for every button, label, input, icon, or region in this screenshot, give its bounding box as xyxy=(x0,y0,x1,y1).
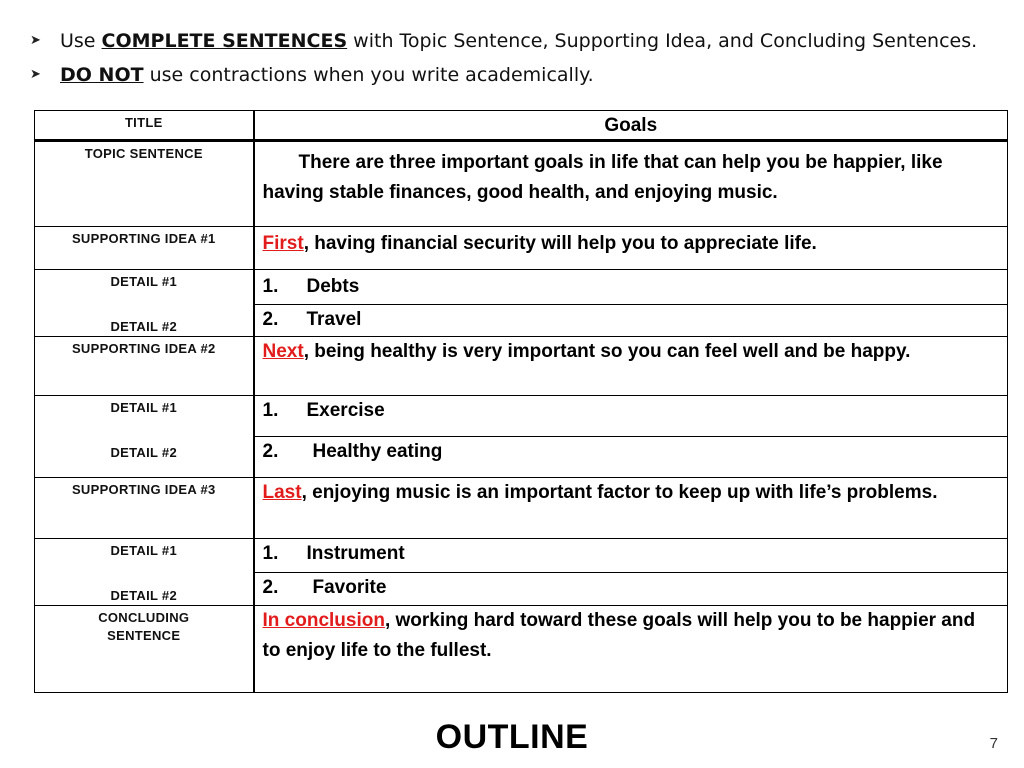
supporting-idea-row xyxy=(35,337,1008,396)
instruction-item xyxy=(30,58,977,92)
content-cell xyxy=(254,337,1008,396)
transition-word: Next xyxy=(262,341,304,362)
supporting-idea-1-label: SUPPORTING IDEA #1 xyxy=(71,231,216,246)
arrow-bullet-icon: ➤ xyxy=(30,67,41,82)
transition-word: First xyxy=(262,233,304,254)
content-cell xyxy=(254,539,1008,573)
content-cell xyxy=(254,437,1008,478)
detail-number: 2. xyxy=(262,576,279,598)
supporting-idea-2-label: SUPPORTING IDEA #2 xyxy=(71,341,216,356)
topic-label: TOPIC SENTENCE xyxy=(84,146,203,161)
label-cell xyxy=(35,606,254,693)
label-cell xyxy=(35,396,254,478)
title-label: TITLE xyxy=(124,115,163,130)
instruction-item xyxy=(30,24,977,58)
label-cell xyxy=(35,270,254,337)
transition-word: In conclusion xyxy=(262,610,385,631)
outline-table xyxy=(34,110,1008,693)
supporting-idea-3-label: SUPPORTING IDEA #3 xyxy=(71,482,216,497)
supporting-idea-2-text: , being healthy is very important so you can feel well and be happy. xyxy=(303,341,911,362)
instruction-text: Use xyxy=(60,30,102,52)
label-cell xyxy=(35,141,254,227)
detail-text: Favorite xyxy=(312,576,387,598)
concluding-label: SENTENCE xyxy=(107,628,181,643)
label-cell xyxy=(35,478,254,539)
detail-row xyxy=(35,270,1008,305)
title-value: Goals xyxy=(604,115,658,136)
detail-number: 1. xyxy=(262,400,279,421)
instruction-text: use contractions when you write academically. xyxy=(143,64,594,86)
label-cell xyxy=(35,337,254,396)
content-cell xyxy=(254,478,1008,539)
content-cell xyxy=(254,270,1008,305)
detail-number: 2. xyxy=(262,309,279,330)
instruction-emphasis: DO NOT xyxy=(60,64,144,86)
content-cell xyxy=(254,572,1008,606)
concluding-row xyxy=(35,606,1008,693)
topic-sentence: There are three important goals in life that can help you be happier, like having stable finances, good health, and enjoying music. xyxy=(262,152,943,203)
concluding-label: CONCLUDING xyxy=(98,610,190,625)
content-cell xyxy=(254,305,1008,337)
instruction-emphasis: COMPLETE SENTENCES xyxy=(101,30,348,52)
detail-2-label: DETAIL #2 xyxy=(110,588,177,603)
instruction-text: with Topic Sentence, Supporting Idea, and Concluding Sentences. xyxy=(347,30,978,52)
page-number: 7 xyxy=(989,735,998,752)
arrow-bullet-icon: ➤ xyxy=(30,33,41,48)
detail-row xyxy=(35,539,1008,573)
content-cell xyxy=(254,141,1008,227)
detail-1-label: DETAIL #1 xyxy=(110,400,177,415)
detail-1-label: DETAIL #1 xyxy=(110,274,177,289)
detail-text: Instrument xyxy=(306,543,405,564)
label-cell xyxy=(35,111,254,141)
supporting-idea-1-text: , having financial security will help you to appreciate life. xyxy=(303,233,817,254)
concluding-text: , working hard toward these goals will help you to be happier and to enjoy life to the fullest. xyxy=(262,610,976,661)
transition-word: Last xyxy=(262,482,302,503)
supporting-idea-row xyxy=(35,478,1008,539)
detail-1-label: DETAIL #1 xyxy=(110,543,177,558)
content-cell xyxy=(254,396,1008,437)
detail-number: 2. xyxy=(262,441,279,462)
detail-row xyxy=(35,396,1008,437)
detail-number: 1. xyxy=(262,543,279,564)
supporting-idea-row xyxy=(35,227,1008,270)
detail-text: Travel xyxy=(306,309,362,330)
content-cell xyxy=(254,227,1008,270)
label-cell xyxy=(35,539,254,606)
detail-text: Exercise xyxy=(306,400,385,421)
detail-2-label: DETAIL #2 xyxy=(110,445,177,460)
topic-row xyxy=(35,141,1008,227)
content-cell xyxy=(254,111,1008,141)
instruction-list xyxy=(30,24,977,92)
supporting-idea-3-text: , enjoying music is an important factor to keep up with life’s problems. xyxy=(301,482,938,503)
detail-text: Debts xyxy=(306,276,360,297)
detail-text: Healthy eating xyxy=(312,441,443,462)
detail-2-label: DETAIL #2 xyxy=(110,319,177,334)
content-cell xyxy=(254,606,1008,693)
title-row xyxy=(35,111,1008,141)
label-cell xyxy=(35,227,254,270)
detail-number: 1. xyxy=(262,276,279,297)
slide-title: OUTLINE xyxy=(435,718,589,756)
